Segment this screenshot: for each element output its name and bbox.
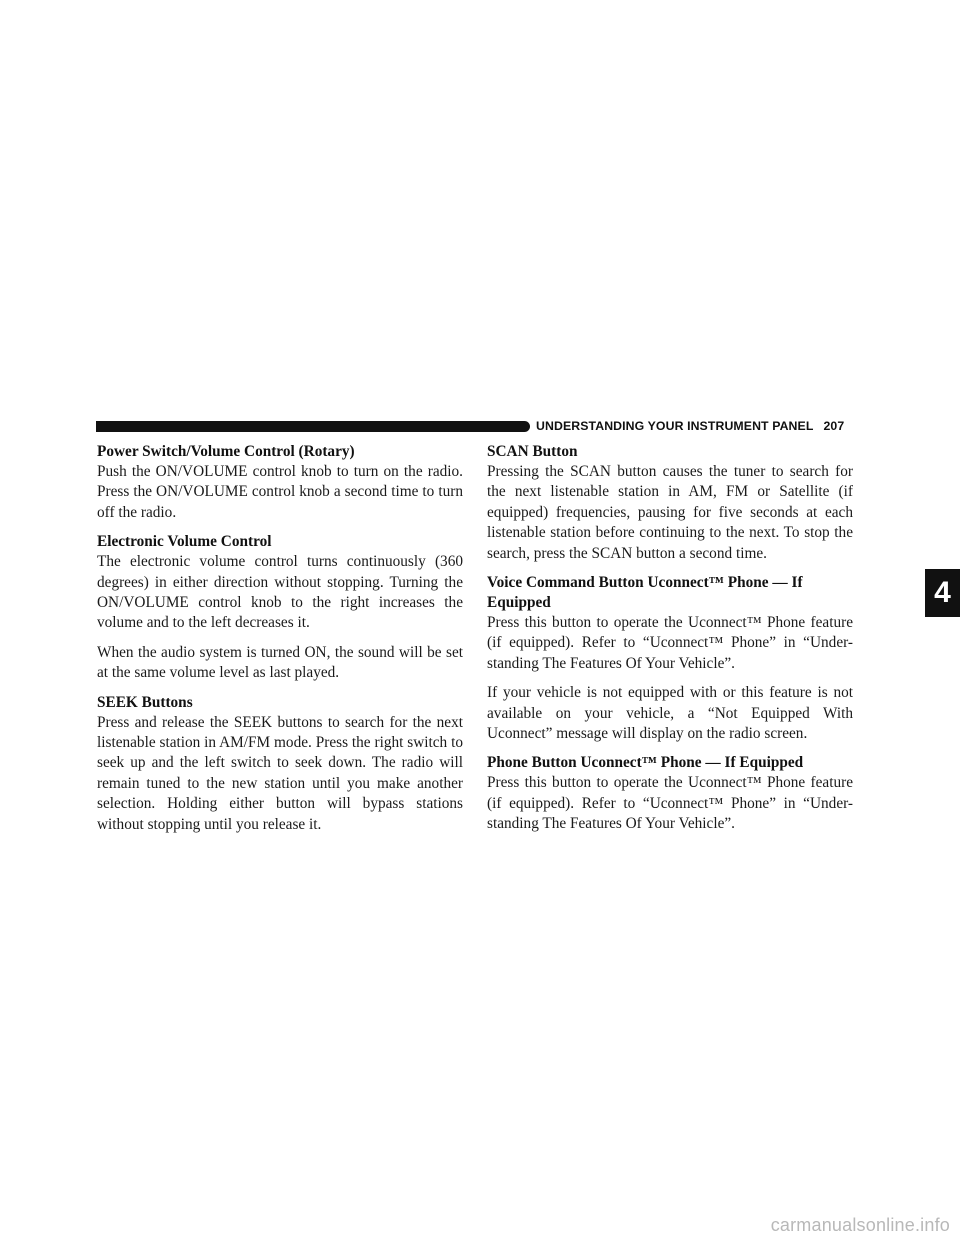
paragraph: Press this button to operate the Uconnect™ Phone feature (if equipped). Refer to “Uconnect™ Phone” in “Under-standing The Features Of Your Vehicle”. xyxy=(487,614,853,672)
section-power-switch xyxy=(97,442,463,523)
left-column xyxy=(97,442,463,844)
section-phone-button xyxy=(487,753,853,834)
section-heading: SCAN Button xyxy=(487,443,578,460)
paragraph: If your vehicle is not equipped with or this feature is not available on your vehicle, a “Not Equipped With Uconnect” message will display on the radio screen. xyxy=(487,684,853,743)
paragraph: Press and release the SEEK buttons to search for the next listenable station in AM/FM mode. Press the right switch to seek up and the left switch to seek down. The radio will remain tuned to the new station until you make another selection. Holding either button will bypass stations without stopping until you release it. xyxy=(97,713,463,833)
paragraph: When the audio system is turned ON, the sound will be set at the same volume level as last played. xyxy=(97,643,463,682)
right-column xyxy=(487,442,853,844)
section-heading: Electronic Volume Control xyxy=(97,533,272,551)
section-scan-button xyxy=(487,442,853,564)
paragraph: The electronic volume control turns continuously (360 degrees) in either direction without stopping. Turning the ON/VOLUME control knob to the right increases the volume and to the left decreases it. xyxy=(97,553,463,632)
running-header xyxy=(536,418,844,434)
section-heading: Phone Button Uconnect™ Phone — If Equipped xyxy=(487,754,804,772)
paragraph: Press this button to operate the Uconnect™ Phone feature (if equipped). Refer to “Uconnect™ Phone” in “Under-standing The Features Of Your Vehicle”. xyxy=(487,774,853,833)
section-heading: Power Switch/Volume Control (Rotary) xyxy=(97,443,355,460)
header-section-title: UNDERSTANDING YOUR INSTRUMENT PANEL xyxy=(536,419,814,433)
section-electronic-volume xyxy=(97,532,463,683)
paragraph: Push the ON/VOLUME control knob to turn on the radio. Press the ON/VOLUME control knob a second time to turn off the radio. xyxy=(97,463,463,521)
section-heading: Voice Command Button Uconnect™ Phone — If Equipped xyxy=(487,574,803,612)
chapter-tab: 4 xyxy=(925,569,960,617)
watermark: carmanualsonline.info xyxy=(770,1215,950,1235)
paragraph: Pressing the SCAN button causes the tuner to search for the next listenable station in AM, FM or Satellite (if equipped) frequencies, pausing for five seconds at each listenable station before continuing to the next. To stop the search, press the SCAN button a second time. xyxy=(487,463,853,562)
section-heading: SEEK Buttons xyxy=(97,693,193,711)
section-seek-buttons xyxy=(97,693,463,835)
page-number: 207 xyxy=(823,419,845,433)
section-voice-command xyxy=(487,573,853,744)
header-rule xyxy=(96,421,530,432)
